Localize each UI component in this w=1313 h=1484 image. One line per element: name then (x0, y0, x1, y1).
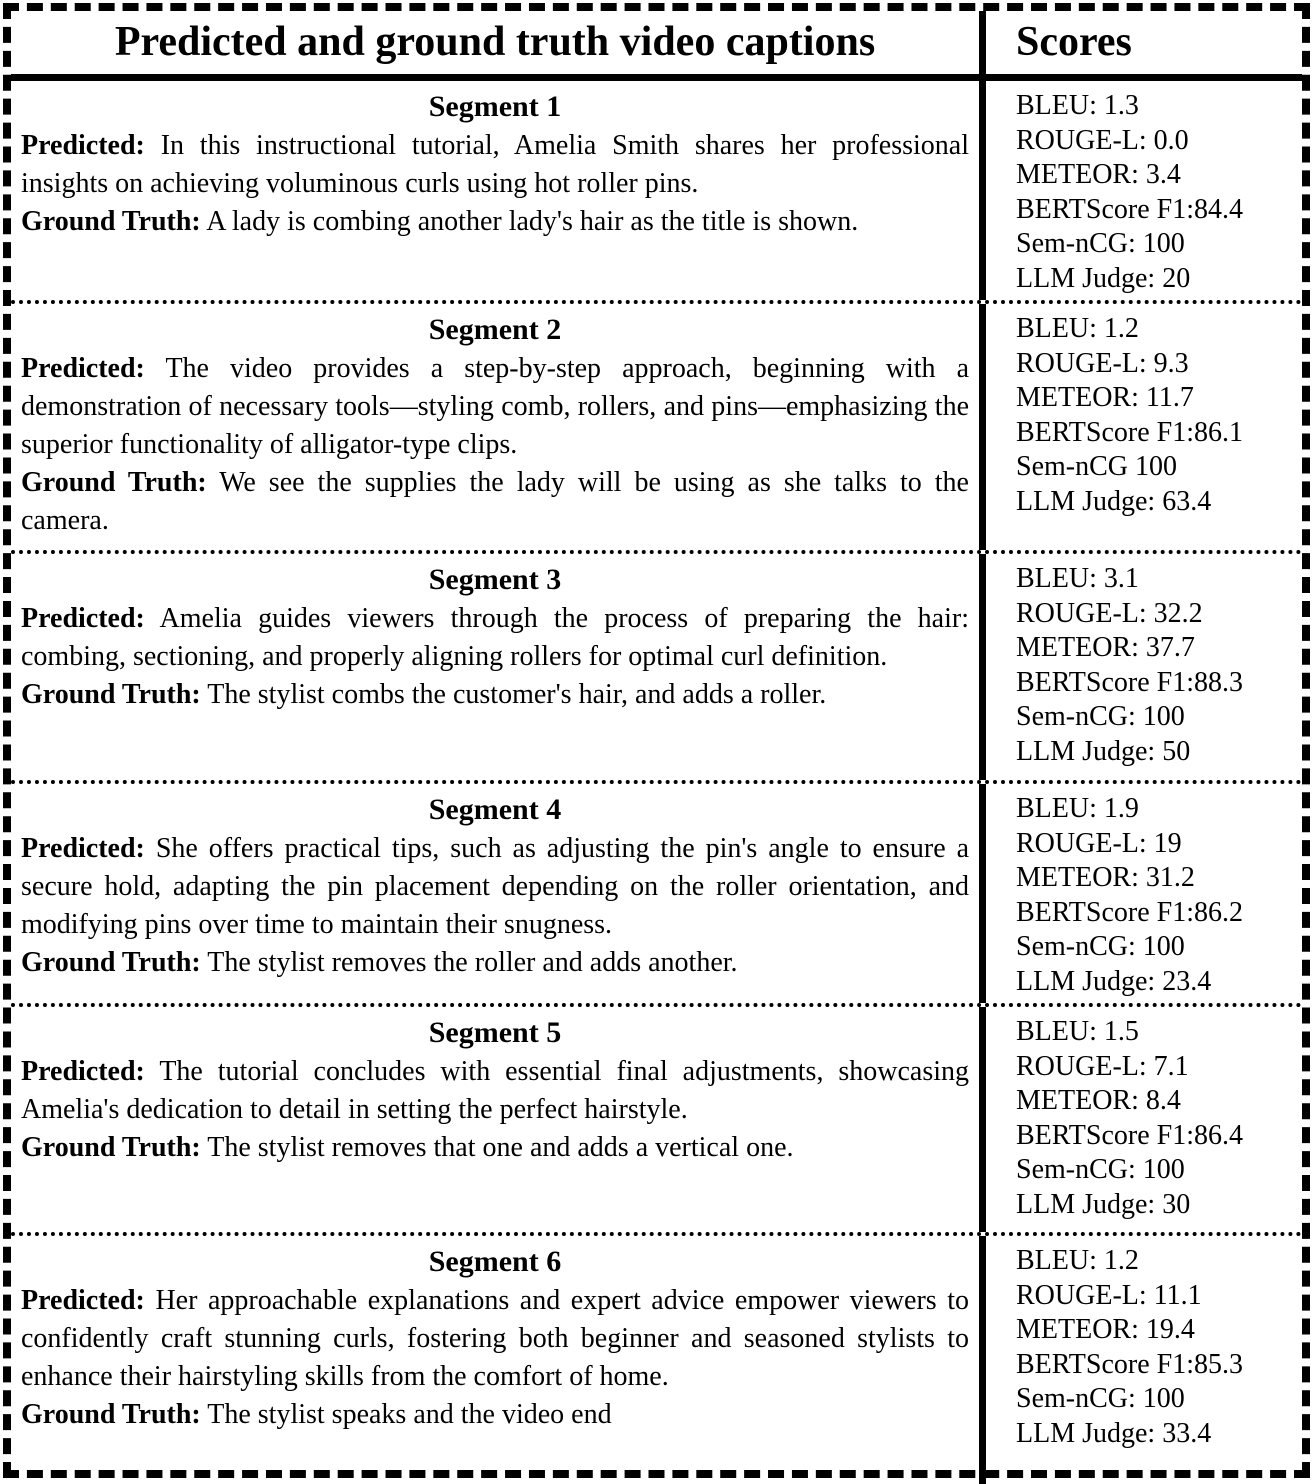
score-line: BERTScore F1:88.3 (1016, 666, 1243, 698)
score-line: BERTScore F1:86.4 (1016, 1119, 1243, 1151)
ground-truth-text: A lady is combing another lady's hair as the title is shown. (206, 206, 859, 237)
ground-truth-label: Ground Truth: (21, 947, 201, 978)
segment-scores-cell (986, 554, 1302, 780)
segment-row (11, 81, 1302, 304)
score-line: ROUGE-L: 11.1 (1016, 1279, 1202, 1311)
score-line: ROUGE-L: 19 (1016, 827, 1182, 859)
segment-title: Segment 2 (428, 313, 562, 346)
score-line: BLEU: 1.2 (1016, 313, 1139, 344)
segment-scores-cell (986, 81, 1302, 300)
score-line: Sem-nCG: 100 (1016, 701, 1185, 732)
score-line: METEOR: 11.7 (1016, 382, 1194, 413)
score-line: BERTScore F1:84.4 (1016, 193, 1243, 225)
predicted-label: Predicted: (21, 353, 145, 384)
score-line: ROUGE-L: 7.1 (1016, 1050, 1189, 1082)
score-line: BLEU: 1.9 (1016, 793, 1139, 824)
score-line: Sem-nCG 100 (1016, 451, 1177, 482)
ground-truth-text: The stylist combs the customer's hair, and adds a roller. (207, 679, 827, 710)
score-line: METEOR: 19.4 (1016, 1314, 1195, 1345)
score-line: LLM Judge: 63.4 (1016, 485, 1212, 517)
ground-truth-text: The stylist removes the roller and adds another. (207, 947, 738, 978)
segment-title: Segment 3 (428, 563, 562, 596)
score-line: Sem-nCG: 100 (1016, 1154, 1185, 1185)
ground-truth-label: Ground Truth: (21, 1399, 201, 1430)
predicted-text: Her approachable explanations and expert advice empower viewers to confidently craft stunning curls, fostering both beginner and seasoned stylists to enhance their hairstyling skills from the comfort of home. (21, 1285, 970, 1392)
predicted-label: Predicted: (21, 833, 145, 864)
score-line: LLM Judge: 23.4 (1016, 965, 1212, 997)
segment-title: Segment 4 (428, 793, 562, 826)
score-line: BERTScore F1:86.2 (1016, 896, 1243, 928)
predicted-caption (21, 1053, 969, 1129)
segment-captions-cell (11, 304, 986, 550)
segment-title: Segment 1 (428, 90, 562, 123)
score-line: LLM Judge: 30 (1016, 1188, 1191, 1220)
score-line: Sem-nCG: 100 (1016, 1383, 1185, 1414)
ground-truth-label: Ground Truth: (21, 1132, 201, 1163)
ground-truth-caption (21, 464, 969, 540)
segment-captions-cell (11, 784, 986, 1003)
score-line: METEOR: 8.4 (1016, 1085, 1181, 1116)
score-line: LLM Judge: 50 (1016, 735, 1191, 767)
segment-row (11, 304, 1302, 554)
ground-truth-label: Ground Truth: (21, 679, 201, 710)
captions-scores-table (3, 3, 1310, 1478)
segment-scores-cell (986, 784, 1302, 1003)
segment-captions-cell (11, 1236, 986, 1484)
predicted-caption (21, 350, 969, 464)
ground-truth-caption (21, 1129, 969, 1167)
captions-column-header: Predicted and ground truth video captions (11, 11, 986, 74)
ground-truth-text: The stylist removes that one and adds a vertical one. (207, 1132, 794, 1163)
segment-row (11, 784, 1302, 1007)
score-line: BLEU: 1.2 (1016, 1245, 1139, 1276)
table-header-row (11, 11, 1302, 81)
segment-row (11, 554, 1302, 784)
score-line: BLEU: 1.3 (1016, 90, 1139, 121)
segment-scores-cell (986, 1236, 1302, 1484)
predicted-caption (21, 830, 969, 944)
predicted-text: The video provides a step-by-step approach, beginning with a demonstration of necessary tools—styling comb, rollers, and pins—emphasizing the superior functionality of alligator-type clips. (21, 353, 970, 460)
segment-scores-cell (986, 1007, 1302, 1232)
segment-captions-cell (11, 1007, 986, 1232)
score-line: METEOR: 3.4 (1016, 159, 1181, 190)
score-line: ROUGE-L: 32.2 (1016, 597, 1203, 629)
score-line: LLM Judge: 33.4 (1016, 1417, 1212, 1449)
predicted-caption (21, 127, 969, 203)
segment-title: Segment 6 (428, 1245, 562, 1278)
ground-truth-caption (21, 1396, 969, 1434)
predicted-text: The tutorial concludes with essential final adjustments, showcasing Amelia's dedication to detail in setting the perfect hairstyle. (21, 1056, 970, 1125)
score-line: BLEU: 1.5 (1016, 1016, 1139, 1047)
score-line: BERTScore F1:85.3 (1016, 1348, 1243, 1380)
score-line: ROUGE-L: 9.3 (1016, 347, 1189, 379)
segment-scores-cell (986, 304, 1302, 550)
score-line: METEOR: 37.7 (1016, 632, 1195, 663)
score-line: BERTScore F1:86.1 (1016, 416, 1243, 448)
predicted-text: In this instructional tutorial, Amelia Smith shares her professional insights on achieving voluminous curls using hot roller pins. (21, 130, 970, 199)
predicted-label: Predicted: (21, 1056, 145, 1087)
scores-column-header: Scores (1016, 19, 1132, 66)
segment-row (11, 1236, 1302, 1484)
ground-truth-caption (21, 944, 969, 982)
score-line: ROUGE-L: 0.0 (1016, 124, 1189, 156)
segment-row (11, 1007, 1302, 1236)
score-line: Sem-nCG: 100 (1016, 931, 1185, 962)
score-line: BLEU: 3.1 (1016, 563, 1139, 594)
ground-truth-label: Ground Truth: (21, 206, 201, 237)
predicted-caption (21, 1282, 969, 1396)
predicted-text: Amelia guides viewers through the process of preparing the hair: combing, sectioning, and properly aligning rollers for optimal curl definition. (21, 603, 969, 672)
segment-captions-cell (11, 554, 986, 780)
ground-truth-caption (21, 203, 969, 241)
score-line: METEOR: 31.2 (1016, 862, 1195, 893)
ground-truth-caption (21, 676, 969, 714)
ground-truth-text: We see the supplies the lady will be using as she talks to the camera. (21, 467, 969, 536)
segment-title: Segment 5 (428, 1016, 562, 1049)
predicted-label: Predicted: (21, 1285, 145, 1316)
predicted-caption (21, 600, 969, 676)
ground-truth-text: The stylist speaks and the video end (207, 1399, 612, 1430)
ground-truth-label: Ground Truth: (21, 467, 207, 498)
score-line: LLM Judge: 20 (1016, 262, 1191, 294)
predicted-label: Predicted: (21, 603, 145, 634)
predicted-label: Predicted: (21, 130, 145, 161)
score-line: Sem-nCG: 100 (1016, 228, 1185, 259)
predicted-text: She offers practical tips, such as adjusting the pin's angle to ensure a secure hold, adapting the pin placement depending on the roller orientation, and modifying pins over time to maintain their snugness. (21, 833, 969, 940)
segment-captions-cell (11, 81, 986, 300)
